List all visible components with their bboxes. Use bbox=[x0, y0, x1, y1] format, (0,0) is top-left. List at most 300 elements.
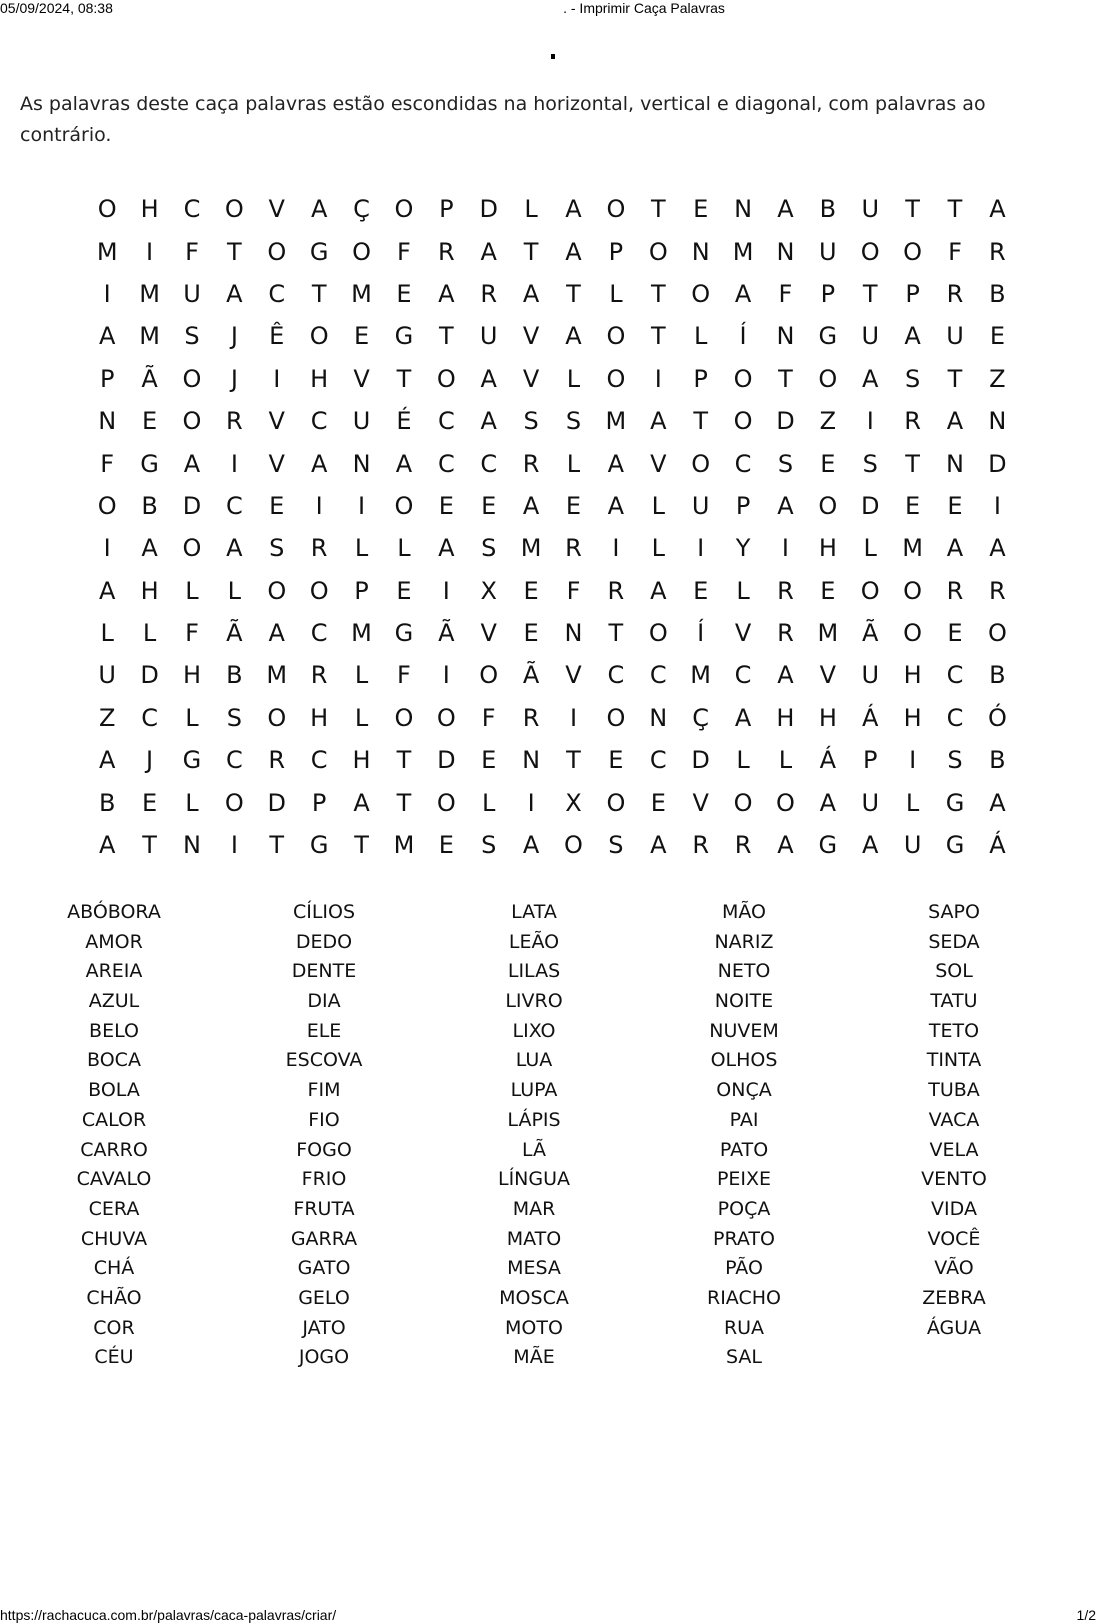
grid-cell: E bbox=[481, 746, 497, 775]
grid-cell: F bbox=[185, 237, 199, 266]
grid-cell: E bbox=[523, 619, 539, 648]
word-item: VELA bbox=[929, 1138, 979, 1161]
grid-cell: P bbox=[99, 364, 115, 393]
word-item: VÃO bbox=[934, 1257, 974, 1280]
word-item: SOL bbox=[935, 960, 973, 983]
grid-cell: T bbox=[396, 364, 412, 393]
grid-row bbox=[86, 400, 1019, 442]
grid-cell: Ç bbox=[692, 703, 710, 732]
word-item: COR bbox=[93, 1316, 135, 1339]
grid-cell: D bbox=[437, 746, 456, 775]
grid-cell: D bbox=[479, 195, 498, 224]
grid-cell: O bbox=[394, 703, 414, 732]
word-item: VIDA bbox=[931, 1197, 977, 1220]
grid-cell: G bbox=[818, 831, 838, 860]
grid-cell: L bbox=[651, 534, 665, 563]
grid-cell: C bbox=[268, 279, 286, 308]
grid-cell: R bbox=[989, 576, 1006, 605]
grid-cell: Ã bbox=[862, 619, 879, 648]
grid-cell: S bbox=[905, 364, 921, 393]
grid-cell: A bbox=[734, 703, 752, 732]
word-item: TETO bbox=[928, 1019, 980, 1042]
word-item: MAR bbox=[512, 1197, 556, 1220]
grid-cell: O bbox=[776, 788, 795, 817]
grid-cell: C bbox=[141, 703, 158, 732]
grid-cell: M bbox=[266, 661, 288, 690]
grid-cell: O bbox=[606, 322, 626, 351]
grid-cell: I bbox=[442, 576, 450, 605]
grid-cell: E bbox=[396, 279, 412, 308]
grid-cell: A bbox=[989, 195, 1006, 224]
grid-cell: O bbox=[436, 703, 456, 732]
word-item: SEDA bbox=[928, 930, 980, 953]
print-url[interactable]: https://rachacuca.com.br/palavras/caca-palavras/criar/ bbox=[0, 1607, 337, 1623]
print-page-title: . - Imprimir Caça Palavras bbox=[563, 0, 725, 16]
grid-cell: É bbox=[396, 407, 412, 436]
letter-grid bbox=[86, 188, 1019, 866]
grid-cell: H bbox=[140, 576, 159, 605]
grid-cell: S bbox=[565, 407, 582, 436]
grid-cell: A bbox=[395, 449, 413, 478]
grid-cell: J bbox=[146, 746, 154, 775]
grid-cell: V bbox=[268, 407, 285, 436]
grid-cell: V bbox=[480, 619, 497, 648]
grid-cell: C bbox=[649, 661, 667, 690]
word-item: CARRO bbox=[80, 1138, 148, 1161]
grid-row bbox=[86, 315, 1019, 357]
grid-cell: E bbox=[947, 491, 963, 520]
word-item: AMOR bbox=[85, 930, 143, 953]
grid-cell: T bbox=[523, 237, 539, 266]
grid-cell: A bbox=[480, 364, 497, 393]
grid-cell: D bbox=[776, 407, 795, 436]
grid-cell: H bbox=[903, 661, 922, 690]
word-item: CHÁ bbox=[93, 1257, 135, 1280]
grid-cell: B bbox=[989, 746, 1006, 775]
grid-cell: N bbox=[776, 237, 795, 266]
grid-cell: X bbox=[565, 788, 582, 817]
grid-cell: F bbox=[397, 661, 411, 690]
word-item: MOSCA bbox=[499, 1286, 569, 1309]
grid-cell: E bbox=[947, 619, 963, 648]
grid-cell: C bbox=[480, 449, 498, 478]
grid-cell: E bbox=[693, 576, 709, 605]
grid-cell: J bbox=[230, 364, 238, 393]
grid-cell: A bbox=[98, 746, 116, 775]
grid-cell: I bbox=[697, 534, 705, 563]
grid-cell: H bbox=[776, 703, 795, 732]
grid-cell: R bbox=[437, 237, 455, 266]
grid-cell: B bbox=[989, 661, 1006, 690]
grid-cell: M bbox=[902, 534, 923, 563]
grid-cell: O bbox=[691, 279, 711, 308]
grid-cell: Í bbox=[697, 619, 705, 648]
grid-cell: A bbox=[650, 576, 667, 605]
grid-cell: I bbox=[569, 703, 578, 732]
grid-cell: E bbox=[523, 576, 539, 605]
grid-cell: B bbox=[989, 279, 1006, 308]
grid-cell: M bbox=[732, 237, 754, 266]
grid-cell: U bbox=[946, 322, 964, 351]
grid-cell: O bbox=[309, 322, 329, 351]
grid-cell: A bbox=[268, 619, 285, 648]
word-item: BELO bbox=[89, 1019, 139, 1042]
grid-cell: P bbox=[735, 491, 751, 520]
grid-cell: L bbox=[354, 661, 369, 690]
grid-cell: G bbox=[945, 831, 965, 860]
grid-cell: I bbox=[866, 407, 874, 436]
grid-cell: R bbox=[692, 831, 709, 860]
word-item: CÍLIOS bbox=[292, 901, 356, 923]
grid-row bbox=[86, 570, 1019, 612]
grid-cell: D bbox=[140, 661, 159, 690]
grid-cell: A bbox=[734, 279, 752, 308]
grid-cell: L bbox=[736, 746, 750, 775]
grid-cell: C bbox=[225, 491, 243, 520]
grid-cell: V bbox=[522, 364, 540, 393]
grid-cell: R bbox=[310, 534, 328, 563]
grid-cell: I bbox=[993, 491, 1001, 520]
grid-cell: L bbox=[693, 322, 708, 351]
grid-cell: A bbox=[480, 237, 497, 266]
grid-cell: S bbox=[777, 449, 794, 478]
word-item: VENTO bbox=[921, 1168, 987, 1191]
grid-cell: C bbox=[310, 407, 328, 436]
grid-cell: A bbox=[777, 491, 794, 520]
grid-cell: R bbox=[946, 576, 964, 605]
grid-cell: Í bbox=[739, 322, 747, 351]
grid-cell: G bbox=[140, 449, 159, 478]
grid-cell: P bbox=[311, 788, 327, 817]
grid-cell: S bbox=[269, 534, 285, 563]
grid-cell: A bbox=[607, 491, 625, 520]
word-item: CERA bbox=[88, 1197, 140, 1220]
grid-cell: L bbox=[354, 703, 369, 732]
word-item: NUVEM bbox=[709, 1019, 779, 1042]
grid-cell: O bbox=[436, 788, 456, 817]
grid-cell: A bbox=[565, 195, 582, 224]
grid-cell: A bbox=[946, 534, 964, 563]
grid-cell: O bbox=[479, 661, 499, 690]
grid-cell: C bbox=[310, 746, 328, 775]
word-item: ZEBRA bbox=[922, 1286, 986, 1309]
grid-cell: C bbox=[437, 407, 455, 436]
grid-cell: C bbox=[649, 746, 667, 775]
grid-cell: O bbox=[648, 619, 668, 648]
grid-cell: A bbox=[565, 322, 582, 351]
grid-cell: O bbox=[606, 364, 626, 393]
word-item: FIO bbox=[308, 1108, 340, 1131]
grid-cell: A bbox=[522, 491, 540, 520]
grid-cell: Y bbox=[735, 534, 751, 563]
grid-cell: U bbox=[861, 661, 880, 690]
grid-cell: I bbox=[230, 831, 238, 860]
grid-cell: T bbox=[396, 746, 412, 775]
grid-cell: A bbox=[862, 831, 879, 860]
grid-cell: A bbox=[522, 279, 540, 308]
grid-cell: H bbox=[140, 195, 159, 224]
grid-cell: M bbox=[817, 619, 839, 648]
grid-cell: H bbox=[818, 703, 837, 732]
word-item: TUBA bbox=[928, 1079, 980, 1102]
grid-row bbox=[86, 485, 1019, 527]
grid-row bbox=[86, 824, 1019, 866]
grid-cell: A bbox=[607, 449, 625, 478]
word-item: MÃO bbox=[721, 901, 766, 923]
grid-cell: G bbox=[309, 237, 329, 266]
grid-cell: A bbox=[522, 831, 540, 860]
grid-cell: R bbox=[480, 279, 498, 308]
word-item: RUA bbox=[723, 1316, 765, 1339]
grid-cell: A bbox=[310, 449, 328, 478]
word-item: MATO bbox=[506, 1227, 562, 1250]
word-item: TATU bbox=[930, 990, 978, 1013]
grid-cell: O bbox=[267, 237, 287, 266]
grid-cell: N bbox=[734, 195, 753, 224]
grid-cell: T bbox=[566, 746, 581, 775]
grid-cell: A bbox=[310, 195, 328, 224]
grid-cell: O bbox=[606, 703, 626, 732]
grid-cell: H bbox=[818, 534, 837, 563]
grid-cell: R bbox=[268, 746, 286, 775]
grid-row bbox=[86, 527, 1019, 569]
word-item: GATO bbox=[297, 1257, 351, 1280]
grid-cell: F bbox=[185, 619, 199, 648]
word-item: VACA bbox=[928, 1108, 980, 1131]
grid-cell: T bbox=[438, 322, 454, 351]
word-item: FRIO bbox=[301, 1168, 347, 1191]
grid-cell: A bbox=[353, 788, 370, 817]
grid-cell: E bbox=[820, 449, 836, 478]
grid-row bbox=[86, 188, 1019, 230]
grid-cell: U bbox=[819, 237, 837, 266]
grid-cell: B bbox=[141, 491, 158, 520]
grid-cell: C bbox=[607, 661, 625, 690]
grid-cell: P bbox=[354, 576, 369, 605]
grid-cell: G bbox=[945, 788, 965, 817]
grid-cell: V bbox=[565, 661, 582, 690]
grid-cell: A bbox=[650, 831, 667, 860]
grid-row bbox=[86, 358, 1019, 400]
word-item: SAPO bbox=[928, 901, 980, 923]
grid-cell: O bbox=[182, 534, 202, 563]
word-item: LÍNGUA bbox=[497, 1168, 571, 1191]
grid-cell: V bbox=[268, 449, 285, 478]
grid-cell: F bbox=[481, 703, 496, 732]
grid-cell: E bbox=[989, 322, 1005, 351]
grid-cell: F bbox=[778, 279, 793, 308]
grid-cell: H bbox=[903, 703, 922, 732]
grid-cell: P bbox=[439, 195, 454, 224]
grid-cell: A bbox=[777, 661, 794, 690]
grid-cell: M bbox=[351, 279, 372, 308]
grid-cell: L bbox=[185, 703, 199, 732]
grid-cell: N bbox=[564, 619, 583, 648]
grid-cell: M bbox=[351, 619, 372, 648]
grid-cell: O bbox=[606, 788, 626, 817]
grid-cell: T bbox=[905, 449, 920, 478]
word-item: PAI bbox=[729, 1108, 759, 1131]
grid-cell: U bbox=[903, 831, 922, 860]
grid-cell: O bbox=[267, 576, 287, 605]
grid-cell: E bbox=[396, 576, 412, 605]
word-item: RIACHO bbox=[707, 1286, 781, 1309]
grid-cell: M bbox=[139, 279, 160, 308]
grid-cell: F bbox=[948, 237, 962, 266]
grid-cell: A bbox=[98, 322, 116, 351]
grid-cell: N bbox=[98, 407, 117, 436]
grid-cell: Z bbox=[989, 364, 1006, 393]
grid-cell: R bbox=[607, 576, 625, 605]
grid-cell: G bbox=[182, 746, 202, 775]
grid-cell: Ã bbox=[226, 619, 243, 648]
grid-cell: L bbox=[566, 449, 581, 478]
word-item: LUPA bbox=[510, 1079, 558, 1102]
word-item: FIM bbox=[307, 1079, 341, 1102]
grid-cell: O bbox=[648, 237, 668, 266]
grid-cell: P bbox=[608, 237, 624, 266]
grid-cell: Á bbox=[819, 746, 837, 775]
grid-cell: O bbox=[606, 195, 626, 224]
grid-cell: A bbox=[226, 534, 243, 563]
grid-cell: D bbox=[182, 491, 202, 520]
grid-cell: S bbox=[947, 746, 963, 775]
word-item: LUA bbox=[515, 1049, 553, 1072]
grid-cell: R bbox=[904, 407, 921, 436]
word-item: CHÃO bbox=[86, 1286, 142, 1309]
word-item: NARIZ bbox=[714, 930, 774, 953]
grid-cell: C bbox=[734, 449, 752, 478]
word-item: ABÓBORA bbox=[67, 901, 161, 923]
grid-cell: N bbox=[691, 237, 710, 266]
word-item: GELO bbox=[298, 1286, 350, 1309]
grid-cell: Ã bbox=[438, 619, 455, 648]
grid-cell: U bbox=[861, 195, 880, 224]
grid-cell: G bbox=[818, 322, 838, 351]
grid-cell: R bbox=[989, 237, 1006, 266]
word-item: ELE bbox=[306, 1019, 342, 1042]
word-item: CHUVA bbox=[80, 1227, 148, 1250]
grid-cell: E bbox=[269, 491, 285, 520]
word-item: GARRA bbox=[290, 1227, 358, 1250]
grid-cell: O bbox=[564, 831, 583, 860]
word-item: ÁGUA bbox=[926, 1316, 982, 1339]
grid-cell: I bbox=[612, 534, 620, 563]
grid-cell: R bbox=[946, 279, 964, 308]
grid-cell: S bbox=[862, 449, 878, 478]
grid-cell: E bbox=[693, 195, 709, 224]
grid-cell: O bbox=[818, 491, 838, 520]
grid-cell: L bbox=[736, 576, 750, 605]
grid-cell: O bbox=[182, 364, 202, 393]
grid-cell: P bbox=[693, 364, 708, 393]
word-item: CALOR bbox=[81, 1108, 147, 1131]
grid-cell: Z bbox=[819, 407, 837, 436]
grid-cell: L bbox=[100, 619, 114, 648]
grid-cell: R bbox=[522, 449, 540, 478]
grid-cell: A bbox=[862, 364, 879, 393]
word-item: NETO bbox=[717, 960, 771, 983]
grid-row bbox=[86, 612, 1019, 654]
grid-cell: T bbox=[905, 195, 920, 224]
grid-cell: N bbox=[183, 831, 201, 860]
word-item: SAL bbox=[726, 1346, 762, 1369]
grid-cell: H bbox=[310, 703, 329, 732]
grid-cell: O bbox=[394, 491, 414, 520]
grid-cell: Ê bbox=[269, 322, 285, 351]
grid-cell: Á bbox=[989, 831, 1006, 860]
word-item: DIA bbox=[307, 990, 341, 1013]
grid-cell: I bbox=[315, 491, 323, 520]
grid-cell: O bbox=[224, 195, 244, 224]
grid-cell: M bbox=[139, 322, 160, 351]
grid-cell: L bbox=[524, 195, 538, 224]
grid-cell: Ã bbox=[522, 661, 540, 690]
word-item: DENTE bbox=[291, 960, 357, 983]
grid-cell: U bbox=[352, 407, 371, 436]
grid-cell: M bbox=[393, 831, 415, 860]
grid-cell: H bbox=[352, 746, 371, 775]
word-item: BOLA bbox=[88, 1079, 140, 1102]
grid-cell: H bbox=[182, 661, 201, 690]
grid-cell: I bbox=[103, 534, 111, 563]
grid-cell: M bbox=[96, 237, 118, 266]
grid-cell: U bbox=[861, 788, 880, 817]
grid-cell: G bbox=[309, 831, 329, 860]
word-column bbox=[434, 898, 634, 1373]
grid-cell: C bbox=[946, 703, 964, 732]
grid-cell: L bbox=[778, 746, 793, 775]
grid-cell: L bbox=[354, 534, 369, 563]
grid-cell: O bbox=[97, 491, 117, 520]
grid-cell: E bbox=[142, 788, 158, 817]
grid-cell: E bbox=[438, 831, 454, 860]
grid-cell: A bbox=[565, 237, 582, 266]
grid-cell: R bbox=[226, 407, 243, 436]
word-item: LIXO bbox=[512, 1019, 556, 1042]
grid-cell: R bbox=[777, 619, 794, 648]
grid-cell: N bbox=[352, 449, 371, 478]
grid-cell: C bbox=[734, 661, 752, 690]
word-item: BOCA bbox=[87, 1049, 141, 1072]
grid-row bbox=[86, 697, 1019, 739]
grid-cell: B bbox=[226, 661, 243, 690]
grid-cell: R bbox=[565, 534, 582, 563]
grid-row bbox=[86, 739, 1019, 781]
grid-cell: T bbox=[778, 364, 793, 393]
print-datetime: 05/09/2024, 08:38 bbox=[0, 0, 113, 16]
grid-cell: D bbox=[691, 746, 710, 775]
grid-cell: L bbox=[185, 788, 199, 817]
grid-cell: T bbox=[396, 788, 412, 817]
grid-cell: S bbox=[608, 831, 624, 860]
grid-cell: A bbox=[904, 322, 921, 351]
grid-cell: P bbox=[820, 279, 836, 308]
word-item: FOGO bbox=[296, 1138, 352, 1161]
grid-cell: L bbox=[609, 279, 623, 308]
grid-cell: A bbox=[480, 407, 497, 436]
word-item: ESCOVA bbox=[285, 1049, 363, 1072]
grid-cell: O bbox=[987, 619, 1007, 648]
grid-cell: A bbox=[98, 831, 116, 860]
grid-cell: T bbox=[608, 619, 624, 648]
grid-cell: S bbox=[184, 322, 200, 351]
grid-cell: A bbox=[989, 788, 1006, 817]
grid-cell: U bbox=[861, 322, 880, 351]
word-item: LÁPIS bbox=[507, 1108, 561, 1131]
grid-cell: I bbox=[273, 364, 281, 393]
grid-cell: T bbox=[862, 279, 878, 308]
